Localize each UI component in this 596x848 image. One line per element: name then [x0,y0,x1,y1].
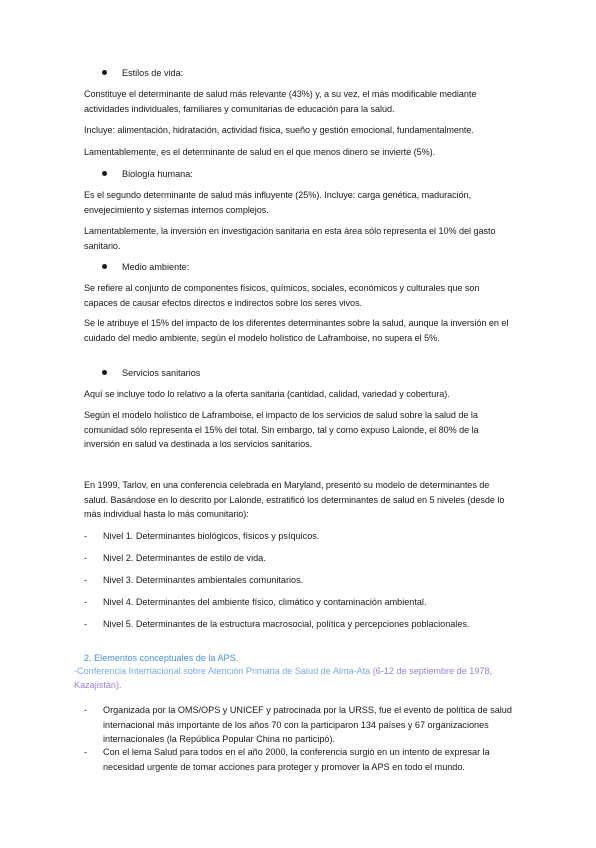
paragraph: Lamentablemente, es el determinante de salud en el que menos dinero se invierte (5%). [84,147,436,157]
paragraph-tarlov-intro: En 1999, Tarlov, en una conferencia celebrada en Maryland, presentó su modelo de determinantes de salud. Basándose en lo descrito por Lalonde, estratificó los determinantes de salud en 5 niveles (desde lo más individual hasta lo más comunitario): [84,480,505,519]
list-item-nivel-5: - Nivel 5. Determinantes de la estructura macrosocial, política y percepciones poblacionales. [84,619,470,629]
paragraph: Constituye el determinante de salud más relevante (43%) y, a su vez, el más modificable mediante actividades individuales, familiares y comunitarias de educación para la salud. [84,89,477,114]
bullet-label: Medio ambiente: [122,262,190,272]
bullet-icon [102,264,107,269]
paragraph: Lamentablemente, la inversión en investigación sanitaria en esta área sólo representa el 10% del gasto sanitario. [84,226,496,251]
subheading-conference: -Conferencia Internacional sobre Atención Primaria de Salud de Alma-Ata [74,666,371,676]
bullet-biologia-humana [102,167,193,181]
list-item-nivel-1: - Nivel 1. Determinantes biológicos, físicos y psíquicos. [84,531,320,541]
bullet-icon [102,171,107,176]
paragraph: Es el segundo determinante de salud más influyente (25%). Incluye: carga genética, maduración, envejecimiento y sistemas internos complejos. [84,190,472,215]
bullet-icon [102,70,107,75]
bullet-icon [102,370,107,375]
bullet-label: Servicios sanitarios [122,368,201,378]
bullet-label: Biología humana: [122,169,193,179]
list-item-aps-2: - Con el lema Salud para todos en el año 2000, la conferencia surgió en un intento de expresar la necesidad urgente de tomar acciones para proteger y promover la APS en todo el mundo. [84,747,490,772]
section-subheading [74,665,514,692]
subheading-dates: (6-12 de septiembre de 1978, Kazajistán). [74,666,493,690]
paragraph: Aquí se incluye todo lo relativo a la oferta sanitaria (cantidad, calidad, variedad y cobertura). [84,389,450,399]
list-item-nivel-3: - Nivel 3. Determinantes ambientales comunitarios. [84,575,304,585]
list-item-aps-1: - Organizada por la OMS/OPS y UNICEF y patrocinada por la URSS, fue el evento de política de salud internacional más importante de los años 70 con la participaron 134 países y 67 organizaciones internacionales (la República Popular China no participó). [84,705,512,744]
bullet-estilos-de-vida [102,66,183,80]
bullet-servicios-sanitarios [102,366,200,380]
paragraph: Según el modelo holístico de Laframboise, el impacto de los servicios de salud sobre la salud de la comunidad sólo representa el 15% del total. Sin embargo, tal y como expuso Lalonde, el 80% de la inversión en salud va destinada a los servicios sanitarios. [84,410,479,449]
paragraph: Se refiere al conjunto de componentes físicos, químicos, sociales, económicos y culturales que son capaces de causar efectos directos e indirectos sobre los seres vivos. [84,283,480,308]
bullet-label: Estilos de vida: [122,68,184,78]
section-heading: 2. Elementos conceptuales de la APS. [84,653,239,663]
bullet-medio-ambiente [102,260,189,274]
list-item-nivel-4: - Nivel 4. Determinantes del ambiente físico, climático y contaminación ambiental. [84,597,427,607]
paragraph: Se le atribuye el 15% del impacto de los diferentes determinantes sobre la salud, aunque la inversión en el cuidado del medio ambiente, según el modelo holístico de Laframboise, no supera el 5%. [84,318,509,343]
paragraph: Incluye: alimentación, hidratación, actividad física, sueño y gestión emocional, fundamentalmente. [84,125,474,135]
list-item-nivel-2: - Nivel 2. Determinantes de estilo de vida. [84,553,266,563]
